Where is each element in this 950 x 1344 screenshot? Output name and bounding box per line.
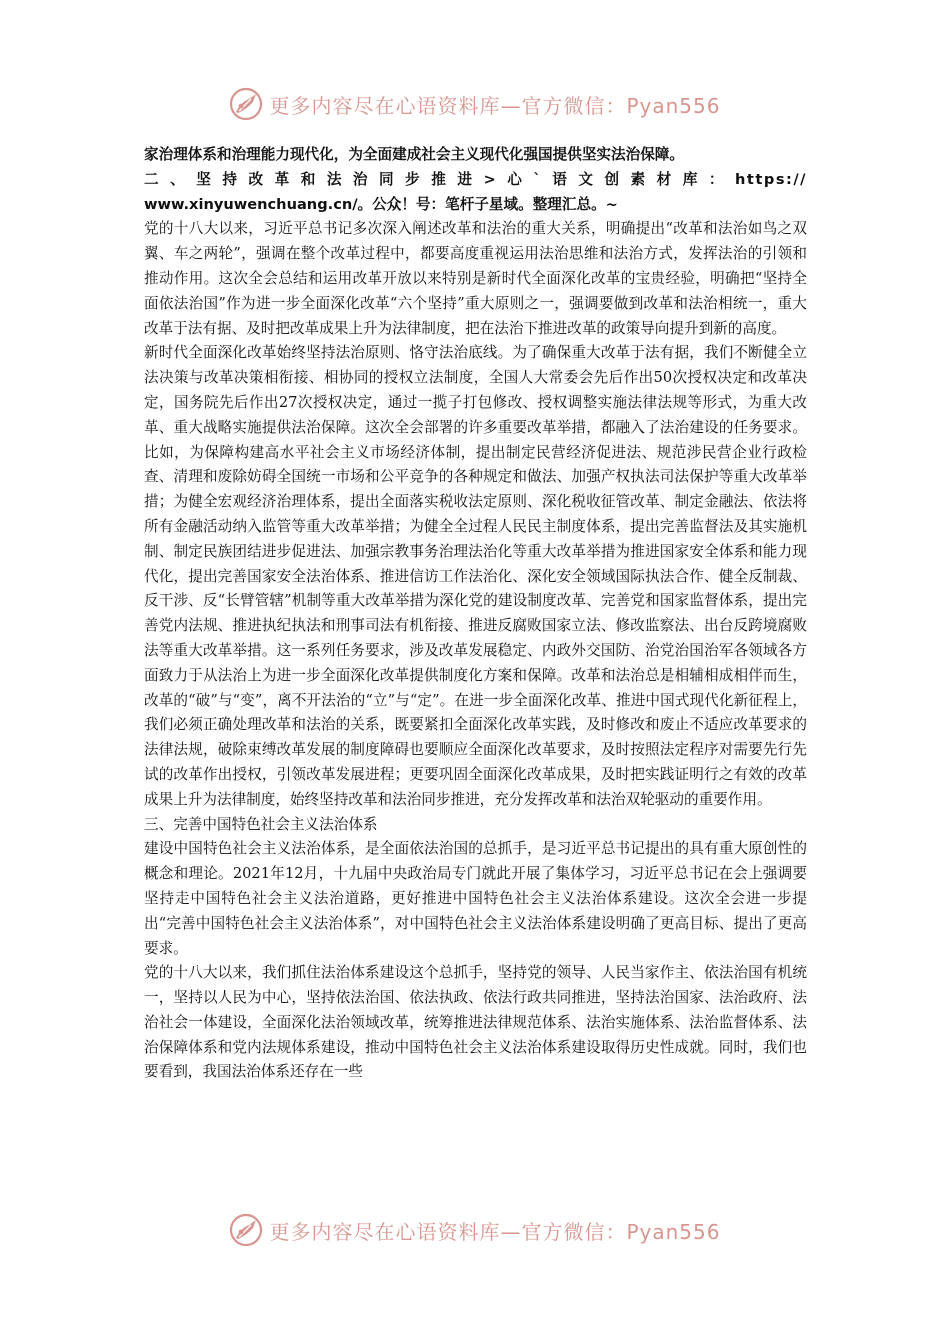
banner-inner — [229, 1213, 720, 1247]
section3-heading: 三、完善中国特色社会主义法治体系 — [144, 815, 378, 833]
document-body — [144, 143, 807, 1085]
hand-pen-logo-icon — [229, 1213, 263, 1247]
paragraph-1: 党的十八大以来，习近平总书记多次深入阐述改革和法治的重大关系，明确提出“改革和法治如鸟之双翼、车之两轮”，强调在整个改革过程中，都要高度重视运用法治思维和法治方式，发挥法治的引领和推动作用。这次全会总结和运用改革开放以来特别是新时代全面深化改革的宝贵经验，明确把“坚持全面依法治国”作为进一步全面深化改革“六个坚持”重大原则之一，强调要做到改革和法治相统一，重大改革于法有据、及时把改革成果上升为法律制度，把在法治下推进改革的政策导向提升到新的高度。 — [144, 220, 807, 337]
banner-text: 更多内容尽在心语资料库—官方微信：Pyan556 — [269, 1219, 721, 1244]
paragraph-2: 新时代全面深化改革始终坚持法治原则、恪守法治底线。为了确保重大改革于法有据，我们不断健全立法决策与改革决策相衔接、相协同的授权立法制度，全国人大常委会先后作出50次授权决定和改革决定，国务院先后作出27次授权决定，通过一揽子打包修改、授权调整实施法律法规等形式，为重大改革、重大战略实施提供法治保障。这次全会部署的许多重要改革举措，都融入了法治建设的任务要求。比如，为保障构建高水平社会主义市场经济体制，提出制定民营经济促进法、规范涉民营企业行政检查、清理和废除妨碍全国统一市场和公平竞争的各种规定和做法、加强产权执法司法保护等重大改革举措；为健全宏观经济治理体系，提出全面落实税收法定原则、深化税收征管改革、制定金融法、依法将所有金融活动纳入监管等重大改革举措；为健全全过程人民民主制度体系，提出完善监督法及其实施机制、制定民族团结进步促进法、加强宗教事务治理法治化等重大改革举措为推进国家安全体系和能力现代化，提出完善国家安全法治体系、推进信访工作法治化、深化安全领域国际执法合作、健全反制裁、反干涉、反“长臂管辖”机制等重大改革举措为深化党的建设制度改革、完善党和国家监督体系，提出完善党内法规、推进执纪执法和刑事司法有机衔接、推进反腐败国家立法、修改监察法、出台反跨境腐败法等重大改革举措。这一系列任务要求，涉及改革发展稳定、内政外交国防、治党治国治军各领域各方面致力于从法治上为进一步全面深化改革提供制度化方案和保障。改革和法治总是相辅相成相伴而生，改革的“破”与“变”，离不开法治的“立”与“定”。在进一步全面深化改革、推进中国式现代化新征程上，我们必须正确处理改革和法治的关系，既要紧扣全面深化改革实践，及时修改和废止不适应改革要求的法律法规，破除束缚改革发展的制度障碍也要顺应全面深化改革要求，及时按照法定程序对需要先行先试的改革作出授权，引领改革发展进程；更要巩固全面深化改革成果，及时把实践证明行之有效的改革成果上升为法律制度，始终坚持改革和法治同步推进，充分发挥改革和法治双轮驱动的重要作用。 — [144, 344, 807, 808]
banner-text: 更多内容尽在心语资料库—官方微信：Pyan556 — [269, 93, 721, 118]
section2-heading-line1: 二、坚持改革和法治同步推进>心`语文创素材库：https:// — [144, 170, 807, 188]
paragraph-3: 建设中国特色社会主义法治体系，是全面依法治国的总抓手，是习近平总书记提出的具有重大原创性的概念和理论。2021年12月，十九届中央政治局专门就此开展了集体学习，习近平总书记在会上强调要坚持走中国特色社会主义法治道路，更好推进中国特色社会主义法治体系建设。这次全会进一步提出“完善中国特色社会主义法治体系”，对中国特色社会主义法治体系建设明确了更高目标、提出了更高要求。 — [144, 840, 807, 957]
intro-line: 家治理体系和治理能力现代化，为全面建成社会主义现代化强国提供坚实法治保障。 — [144, 146, 684, 163]
footer-banner — [0, 1208, 950, 1252]
hand-pen-logo-icon — [229, 87, 263, 121]
header-banner — [0, 82, 950, 126]
section2-heading-line2: www.xinyuwenchuang.cn/。公众！号：笔杆子星域。整理汇总。~ — [144, 195, 618, 213]
banner-inner — [229, 87, 720, 121]
paragraph-4: 党的十八大以来，我们抓住法治体系建设这个总抓手，坚持党的领导、人民当家作主、依法治国有机统一，坚持以人民为中心，坚持依法治国、依法执政、依法行政共同推进，坚持法治国家、法治政府、法治社会一体建设，全面深化法治领域改革，统筹推进法律规范体系、法治实施体系、法治监督体系、法治保障体系和党内法规体系建设，推动中国特色社会主义法治体系建设取得历史性成就。同时，我们也要看到，我国法治体系还存在一些 — [144, 964, 807, 1081]
